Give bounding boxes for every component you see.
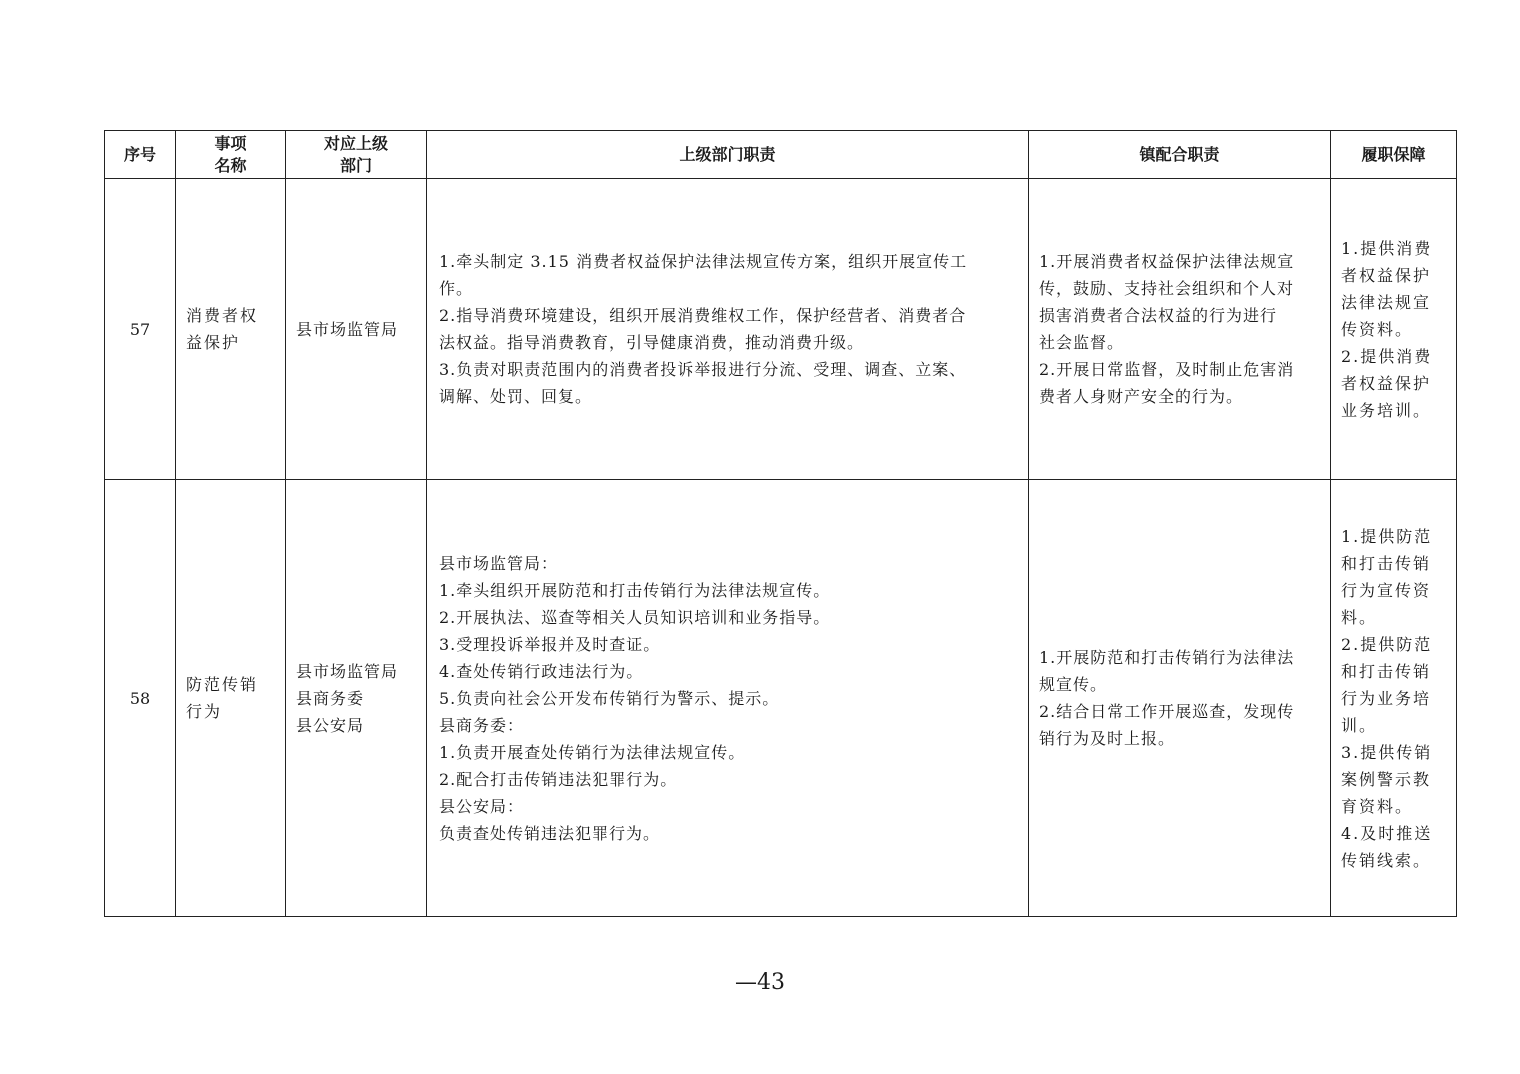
cell-item-name: 防范传销 行为 — [176, 480, 286, 917]
header-guarantee: 履职保障 — [1331, 131, 1457, 179]
header-upper-duties: 上级部门职责 — [427, 131, 1029, 179]
header-seq: 序号 — [105, 131, 176, 179]
cell-guarantee: 1.提供防范 和打击传销 行为宣传资 料。 2.提供防范 和打击传销 行为业务培 训。 3.提供传销 案例警示教 育资料。 4.及时推送 传销线索。 — [1331, 480, 1457, 917]
header-item-name: 事项 名称 — [176, 131, 286, 179]
cell-seq: 57 — [105, 179, 176, 480]
table-row — [105, 480, 1457, 917]
table-header-row — [105, 131, 1457, 179]
header-town-duties: 镇配合职责 — [1029, 131, 1331, 179]
cell-seq: 58 — [105, 480, 176, 917]
duty-table — [104, 130, 1457, 917]
cell-guarantee: 1.提供消费 者权益保护 法律法规宣 传资料。 2.提供消费 者权益保护 业务培训。 — [1331, 179, 1457, 480]
cell-upper-duties: 县市场监管局： 1.牵头组织开展防范和打击传销行为法律法规宣传。 2.开展执法、巡查等相关人员知识培训和业务指导。 3.受理投诉举报并及时查证。 4.查处传销行政违法行为。 5.负责向社会公开发布传销行为警示、提示。 县商务委： 1.负责开展查处传销行为法律法规宣传。 2.配合打击传销违法犯罪行为。 县公安局： 负责查处传销违法犯罪行为。 — [427, 480, 1029, 917]
cell-town-duties: 1.开展消费者权益保护法律法规宣 传，鼓励、支持社会组织和个人对 损害消费者合法权益的行为进行 社会监督。 2.开展日常监督，及时制止危害消 费者人身财产安全的行为。 — [1029, 179, 1331, 480]
cell-upper-dept: 县市场监管局 县商务委 县公安局 — [286, 480, 427, 917]
cell-item-name: 消费者权 益保护 — [176, 179, 286, 480]
cell-upper-duties: 1.牵头制定 3.15 消费者权益保护法律法规宣传方案，组织开展宣传工 作。 2.指导消费环境建设，组织开展消费维权工作，保护经营者、消费者合 法权益。指导消费教育，引导健康消费，推动消费升级。 3.负责对职责范围内的消费者投诉举报进行分流、受理、调查、立案、 调解、处罚、回复。 — [427, 179, 1029, 480]
cell-upper-dept: 县市场监管局 — [286, 179, 427, 480]
header-upper-dept: 对应上级 部门 — [286, 131, 427, 179]
cell-town-duties: 1.开展防范和打击传销行为法律法 规宣传。 2.结合日常工作开展巡查，发现传 销行为及时上报。 — [1029, 480, 1331, 917]
page-number: —43 — [735, 970, 785, 995]
table-row — [105, 179, 1457, 480]
